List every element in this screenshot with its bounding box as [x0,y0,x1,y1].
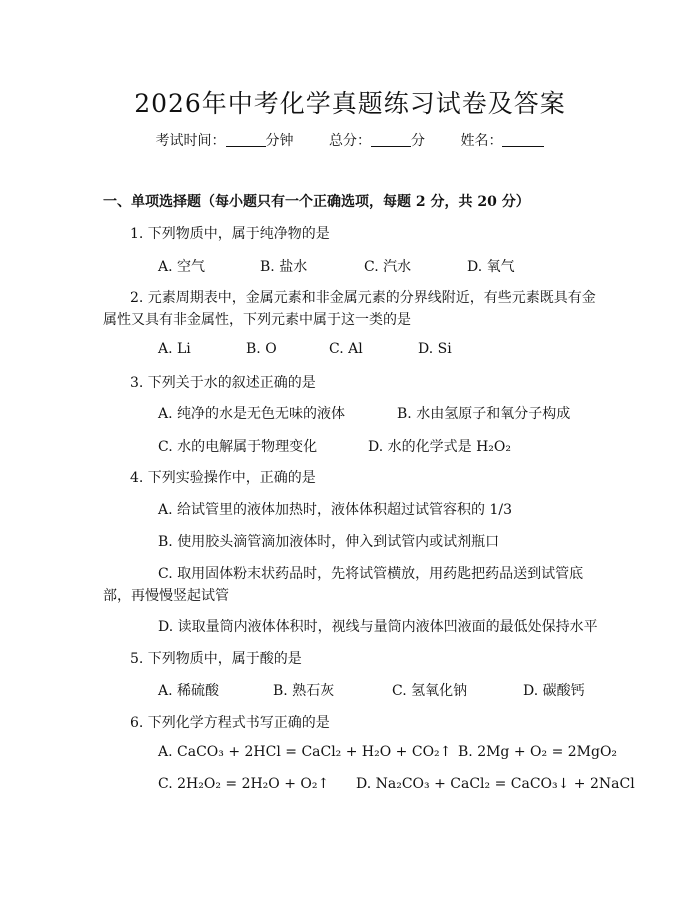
section-heading: 一、单项选择题（每小题只有一个正确选项，每题 2 分，共 20 分） [103,194,530,210]
question-6-option-d: D. Na₂CO₃ + CaCl₂ = CaCO₃↓ + 2NaCl [356,776,635,792]
time-label: 考试时间： [155,133,226,149]
question-2-stem-line2: 属性又具有非金属性，下列元素中属于这一类的是 [103,312,411,328]
question-3-option-c: C. 水的电解属于物理变化 [158,439,318,455]
score-blank [371,132,411,147]
question-4-option-a: A. 给试管里的液体加热时，液体体积超过试管容积的 1/3 [158,502,512,518]
question-5-option-b: B. 熟石灰 [273,683,335,699]
question-2-option-a: A. Li [158,341,191,357]
question-5-option-d: D. 碳酸钙 [523,683,585,699]
score-unit: 分 [411,133,425,149]
question-3-option-d: D. 水的化学式是 H₂O₂ [368,439,511,455]
score-label: 总分： [329,133,371,149]
question-2-stem-line1: 2. 元素周期表中，金属元素和非金属元素的分界线附近，有些元素既具有金 [130,290,596,306]
name-field [460,133,544,149]
question-2-option-d: D. Si [418,341,452,357]
question-4-option-c-line1: C. 取用固体粉末状药品时，先将试管横放，用药匙把药品送到试管底 [158,566,584,582]
time-blank [226,132,266,147]
time-field [156,133,298,149]
question-5-stem: 5. 下列物质中，属于酸的是 [130,651,302,667]
page-title: 2026年中考化学真题练习试卷及答案 [134,89,566,118]
question-3-option-b: B. 水由氢原子和氧分子构成 [397,406,571,422]
question-5-option-c: C. 氢氧化钠 [392,683,468,699]
question-1-option-c: C. 汽水 [364,259,412,275]
score-field [329,133,429,149]
question-1-option-a: A. 空气 [158,259,206,275]
question-6-option-b: B. 2Mg + O₂ = 2MgO₂ [458,744,618,760]
question-1-option-d: D. 氧气 [467,259,515,275]
question-4-option-b: B. 使用胶头滴管滴加液体时，伸入到试管内或试剂瓶口 [158,534,500,550]
question-5-option-a: A. 稀硫酸 [158,683,220,699]
question-2-option-c: C. Al [329,341,363,357]
question-3-stem: 3. 下列关于水的叙述正确的是 [130,375,316,391]
name-blank [502,132,544,147]
question-4-stem: 4. 下列实验操作中，正确的是 [130,470,316,486]
time-unit: 分钟 [265,133,294,149]
name-label: 姓名： [460,133,503,149]
question-6-option-c: C. 2H₂O₂ = 2H₂O + O₂↑ [158,776,330,792]
exam-meta [0,130,700,150]
question-3-option-a: A. 纯净的水是无色无味的液体 [158,406,346,422]
question-2-option-b: B. O [246,341,277,357]
question-4-option-d: D. 读取量筒内液体体积时，视线与量筒内液体凹液面的最低处保持水平 [158,619,598,635]
question-6-option-a: A. CaCO₃ + 2HCl = CaCl₂ + H₂O + CO₂↑ [158,744,452,760]
question-1-option-b: B. 盐水 [260,259,308,275]
question-1-stem: 1. 下列物质中，属于纯净物的是 [130,226,330,242]
question-6-stem: 6. 下列化学方程式书写正确的是 [130,715,330,731]
question-4-option-c-line2: 部，再慢慢竖起试管 [103,588,229,604]
